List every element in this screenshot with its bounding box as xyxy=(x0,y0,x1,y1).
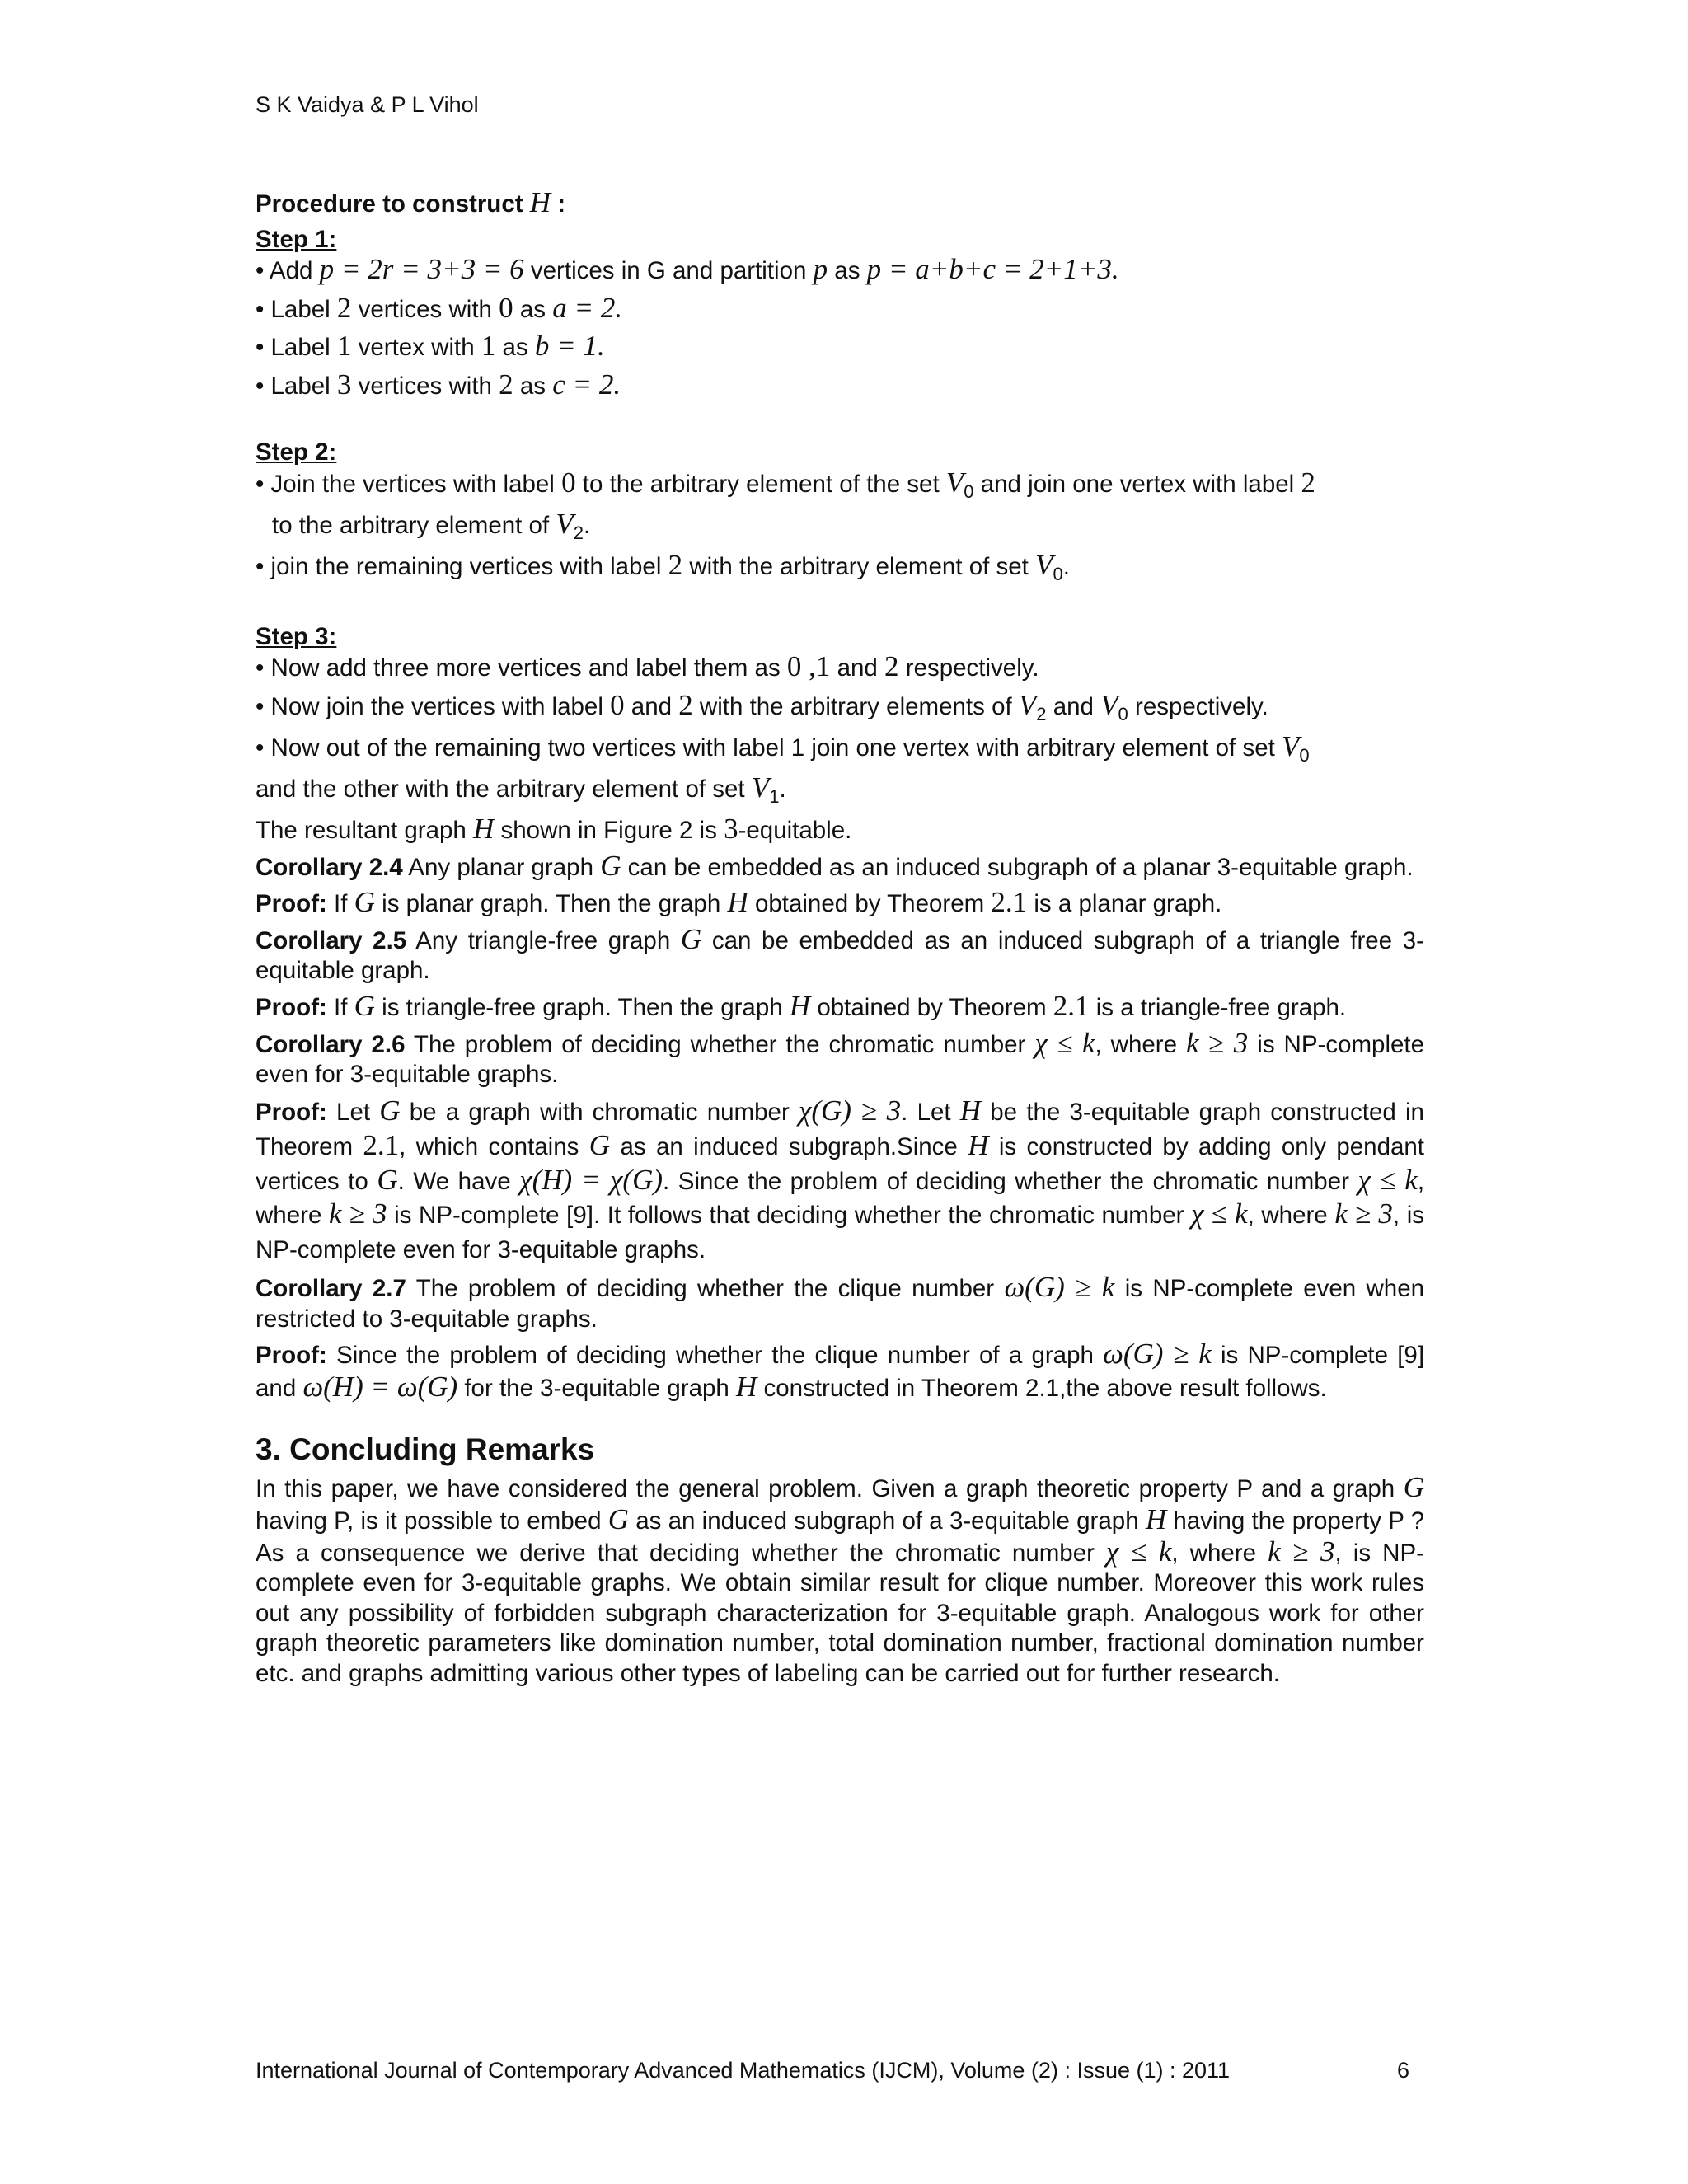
step3-bullet-3 xyxy=(256,729,1424,766)
procedure-title-text: Procedure to construct xyxy=(256,190,523,218)
step3-bullet-2 xyxy=(256,688,1424,725)
text: with the arbitrary element of set xyxy=(689,553,1029,581)
math: 2.1 xyxy=(1053,990,1090,1023)
text: • join the remaining vertices with label xyxy=(256,553,662,581)
concluding-paragraph xyxy=(256,1473,1424,1689)
math: G xyxy=(588,1128,611,1161)
math: χ(H) = χ(G) xyxy=(519,1163,663,1196)
text: and the other with the arbitrary element of set xyxy=(256,775,745,803)
math: χ ≤ k xyxy=(1357,1163,1418,1196)
math: χ ≤ k xyxy=(1191,1197,1248,1230)
math: a = 2. xyxy=(552,291,623,324)
math: G xyxy=(354,886,375,919)
text: can be embedded as an induced subgraph of a triangle free 3-equitable graph. xyxy=(256,926,1424,985)
corollary-label: Corollary 2.4 xyxy=(256,853,403,881)
math: 2 xyxy=(668,549,683,582)
step2-bullet-1 xyxy=(256,468,1424,503)
proof-2-4 xyxy=(256,888,1424,920)
text: . Since the problem of deciding whether the chromatic number xyxy=(663,1167,1349,1195)
text: for the 3-equitable graph xyxy=(464,1375,729,1403)
math: c = 2. xyxy=(552,368,621,401)
subscript: 0 xyxy=(1053,564,1063,585)
math: ω(G) ≥ k xyxy=(1004,1271,1115,1304)
math: χ ≤ k xyxy=(1106,1535,1172,1568)
math: b = 1. xyxy=(534,330,605,363)
math: χ ≤ k xyxy=(1034,1026,1095,1059)
math: 2 xyxy=(499,368,513,401)
text: as xyxy=(519,372,546,400)
subscript: 2 xyxy=(1036,703,1047,724)
text: If xyxy=(334,890,348,918)
text: vertex with xyxy=(358,334,475,362)
text: having the property P ? As a consequence we derive that deciding whether the chromatic number xyxy=(256,1507,1424,1567)
text: obtained by Theorem xyxy=(817,994,1047,1022)
math: V xyxy=(1282,729,1300,762)
body-text xyxy=(256,188,1424,1694)
text: • Label xyxy=(256,372,331,400)
math: G xyxy=(680,922,702,955)
text: as xyxy=(519,295,546,323)
text: • Now join the vertices with label xyxy=(256,692,603,720)
subscript: 2 xyxy=(573,523,584,544)
text: to the arbitrary element of the set xyxy=(582,471,940,499)
procedure-colon: : xyxy=(557,190,566,218)
math: 0 xyxy=(610,688,625,721)
math: k ≥ 3 xyxy=(328,1197,387,1230)
text: In this paper, we have considered the general problem. Given a graph theoretic property P and a graph xyxy=(256,1475,1395,1503)
subscript: 0 xyxy=(964,480,974,502)
proof-label: Proof: xyxy=(256,994,327,1022)
subscript: 0 xyxy=(1118,703,1128,724)
corollary-2-5 xyxy=(256,922,1424,987)
math: ω(H) = ω(G) xyxy=(302,1371,458,1404)
text: vertices in G and partition xyxy=(530,257,807,285)
math: 0 xyxy=(561,466,576,499)
math: 2 xyxy=(678,688,693,721)
text: is NP-complete even for 3-equitable graphs. xyxy=(256,1030,1425,1089)
text: and join one vertex with label xyxy=(980,471,1295,499)
math: G xyxy=(600,849,621,882)
text: Let xyxy=(336,1098,371,1126)
math: k ≥ 3 xyxy=(1186,1026,1249,1059)
text: obtained by Theorem xyxy=(754,890,985,918)
text: • Label xyxy=(256,334,331,362)
text: is triangle-free graph. Then the graph xyxy=(382,994,783,1022)
math: G xyxy=(377,1163,398,1196)
text: is constructed by adding only pendant vertices to xyxy=(256,1132,1425,1195)
math: H xyxy=(473,813,495,846)
text: , where xyxy=(1247,1202,1328,1230)
proof-label: Proof: xyxy=(256,1098,327,1126)
math: 2 xyxy=(336,291,352,324)
step2-heading: Step 2: xyxy=(256,438,337,466)
text: is NP-complete even when restricted to 3-equitable graphs. xyxy=(256,1275,1425,1333)
math-h: H xyxy=(529,186,551,218)
text: is a triangle-free graph. xyxy=(1095,994,1347,1022)
text: and xyxy=(631,692,673,720)
text: is a planar graph. xyxy=(1034,890,1222,918)
math: V xyxy=(945,466,964,499)
text: • Add xyxy=(256,257,313,285)
step2-bullet-2 xyxy=(256,551,1424,585)
text: • Label xyxy=(256,295,331,323)
math: H xyxy=(736,1371,757,1404)
text: , which contains xyxy=(399,1132,579,1160)
corollary-label: Corollary 2.6 xyxy=(256,1030,406,1058)
math: 2 xyxy=(1301,466,1315,499)
section-heading: 3. Concluding Remarks xyxy=(256,1432,595,1466)
text: . xyxy=(583,512,591,540)
math: G xyxy=(354,990,375,1023)
math: p xyxy=(813,253,828,286)
math: H xyxy=(789,990,811,1023)
text: • Now add three more vertices and label them as xyxy=(256,654,781,682)
math: 2.1 xyxy=(363,1128,400,1161)
result-sentence xyxy=(256,814,1424,846)
math: H xyxy=(959,1094,982,1127)
text: , is NP-complete even for 3-equitable graphs. xyxy=(256,1202,1424,1264)
subscript: 0 xyxy=(1299,744,1310,766)
running-head: S K Vaidya & P L Vihol xyxy=(256,92,479,117)
math: V xyxy=(556,508,574,541)
math: 3 xyxy=(724,813,738,846)
math: G xyxy=(379,1094,401,1127)
text: is NP-complete [9] and xyxy=(256,1342,1425,1403)
math: 3 xyxy=(336,368,352,401)
text: vertices with xyxy=(358,295,492,323)
step1-bullet-3 xyxy=(256,331,1424,363)
math: V xyxy=(1035,549,1053,582)
text: • Join the vertices with label xyxy=(256,471,555,499)
subscript: 1 xyxy=(769,785,780,807)
math: 2 xyxy=(884,650,899,683)
text: having P, is it possible to embed xyxy=(256,1507,602,1535)
math: 1 xyxy=(481,330,496,363)
text: If xyxy=(334,994,348,1022)
math: 0 ,1 xyxy=(786,650,831,683)
math: V xyxy=(1018,688,1037,721)
step1-bullet-4 xyxy=(256,370,1424,402)
text: respectively. xyxy=(1135,692,1268,720)
text: Any planar graph xyxy=(408,853,593,881)
text: . xyxy=(1062,553,1070,581)
text: constructed in Theorem 2.1,the above result follows. xyxy=(763,1375,1327,1403)
corollary-2-6 xyxy=(256,1026,1425,1090)
text: , is NP-complete even for 3-equitable graphs. We obtain similar result for clique number. Moreover this work rules out any possibility of forbidden subgraph characterization for 3-equitable graph. Analogous work for other graph theoretic parameters like domination number, total domination number, fractional domination number etc. and graphs admitting various other types of labeling can be carried out for further research. xyxy=(256,1539,1424,1687)
math: p = a+b+c = 2+1+3. xyxy=(866,253,1119,286)
text: Since the problem of deciding whether the clique number of a graph xyxy=(336,1342,1094,1370)
math: V xyxy=(751,771,770,804)
math: G xyxy=(607,1502,629,1535)
text: is planar graph. Then the graph xyxy=(382,890,721,918)
proof-2-5 xyxy=(256,991,1424,1024)
text: . Let xyxy=(901,1098,951,1126)
text: with the arbitrary elements of xyxy=(699,692,1012,720)
text: , where xyxy=(256,1167,1425,1230)
proof-2-6 xyxy=(256,1095,1424,1268)
text: can be embedded as an induced subgraph of a planar 3-equitable graph. xyxy=(627,853,1414,881)
math: G xyxy=(1403,1471,1424,1504)
text: vertices with xyxy=(358,372,492,400)
text: as xyxy=(834,257,860,285)
procedure-title xyxy=(256,188,1424,220)
math: H xyxy=(968,1128,989,1161)
math: ω(G) ≥ k xyxy=(1103,1338,1212,1371)
text: be the 3-equitable graph constructed in Theorem xyxy=(256,1098,1424,1160)
text: as an induced subgraph.Since xyxy=(620,1132,958,1160)
text: . We have xyxy=(397,1167,511,1195)
math: V xyxy=(1100,688,1118,721)
math: χ(G) ≥ 3 xyxy=(798,1094,902,1127)
math: H xyxy=(727,886,748,919)
step3-bullet-3-cont xyxy=(256,773,1424,808)
math: 1 xyxy=(336,330,352,363)
step1-bullet-2 xyxy=(256,293,1424,326)
proof-label: Proof: xyxy=(256,890,327,918)
text: , where xyxy=(1095,1030,1178,1058)
text: Any triangle-free graph xyxy=(415,926,671,954)
step1-heading: Step 1: xyxy=(256,225,337,253)
math: H xyxy=(1145,1502,1167,1535)
text: . xyxy=(779,775,786,803)
text: as an induced subgraph of a 3-equitable graph xyxy=(635,1507,1139,1535)
step2-bullet-1-cont xyxy=(256,509,1424,544)
text: shown in Figure 2 is xyxy=(500,817,717,845)
math: 0 xyxy=(499,291,513,324)
text: is NP-complete [9]. It follows that deciding whether the chromatic number xyxy=(394,1202,1184,1230)
corollary-2-4 xyxy=(256,851,1424,883)
text: The problem of deciding whether the chromatic number xyxy=(413,1030,1026,1058)
text: and xyxy=(1053,692,1094,720)
text: • Now out of the remaining two vertices with label 1 join one vertex with arbitrary element of set xyxy=(256,733,1275,762)
text: and xyxy=(837,654,878,682)
step3-heading: Step 3: xyxy=(256,622,337,650)
text: be a graph with chromatic number xyxy=(409,1098,790,1126)
page-number: 6 xyxy=(1396,2058,1409,2083)
text: The resultant graph xyxy=(256,817,467,845)
proof-label: Proof: xyxy=(256,1342,327,1370)
text: to the arbitrary element of xyxy=(272,512,550,540)
text: The problem of deciding whether the clique number xyxy=(415,1275,995,1303)
math: p = 2r = 3+3 = 6 xyxy=(319,253,524,286)
corollary-2-7 xyxy=(256,1272,1424,1334)
math: 2.1 xyxy=(991,886,1028,919)
text: as xyxy=(502,334,528,362)
step1-bullet-1 xyxy=(256,255,1424,287)
proof-2-7 xyxy=(256,1339,1424,1405)
footer-journal: International Journal of Contemporary Advanced Mathematics (IJCM), Volume (2) : Issue (1) : 2011 xyxy=(256,2058,1231,2083)
text: , where xyxy=(1171,1539,1256,1567)
math: k ≥ 3 xyxy=(1334,1197,1393,1230)
step3-bullet-1 xyxy=(256,652,1424,684)
text: respectively. xyxy=(905,654,1039,682)
corollary-label: Corollary 2.5 xyxy=(256,926,407,954)
math: k ≥ 3 xyxy=(1268,1535,1335,1568)
footer xyxy=(256,2058,1424,2083)
corollary-label: Corollary 2.7 xyxy=(256,1275,406,1303)
text: -equitable. xyxy=(738,817,852,845)
